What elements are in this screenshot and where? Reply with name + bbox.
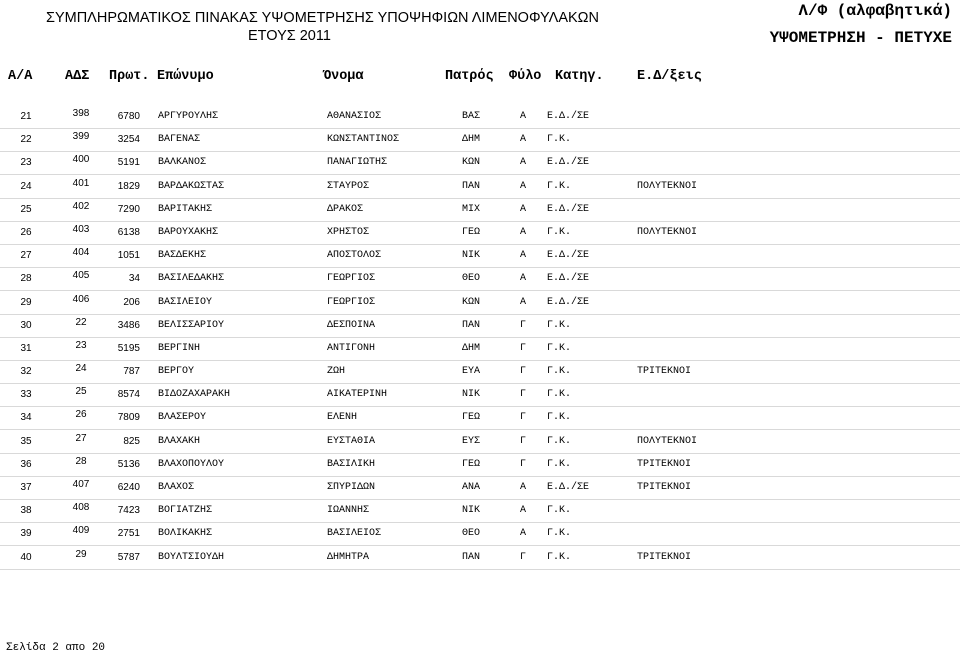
table-row <box>0 339 960 361</box>
col-header-first-name: Όνομα <box>323 69 364 84</box>
cell-prot: 825 <box>123 435 140 447</box>
cell-last-name: ΒΛΑΧΑΚΗ <box>158 435 201 447</box>
table-row <box>0 548 960 570</box>
cell-father: ΝΙΚ <box>462 505 481 517</box>
cell-first-name: ΕΥΣΤΑΘΙΑ <box>327 435 376 447</box>
col-header-category: Κατηγ. <box>555 69 604 84</box>
cell-sex: Α <box>520 203 527 215</box>
table-row <box>0 293 960 315</box>
table-row <box>0 478 960 500</box>
cell-aa: 28 <box>20 273 32 285</box>
cell-first-name: ΑΠΟΣΤΟΛΟΣ <box>327 250 382 262</box>
cell-father: ΜΙΧ <box>462 203 481 215</box>
cell-prot: 5136 <box>117 458 140 470</box>
cell-father: ΓΕΩ <box>462 226 481 238</box>
cell-sex: Α <box>520 157 527 169</box>
cell-aa: 23 <box>20 157 32 169</box>
cell-prot: 5195 <box>117 342 140 354</box>
cell-extra: ΠΟΛΥΤΕΚΝΟΙ <box>637 435 698 447</box>
cell-first-name: ΣΤΑΥΡΟΣ <box>327 180 370 192</box>
cell-ads: 28 <box>75 455 87 467</box>
cell-father: ΔΗΜ <box>462 342 481 354</box>
cell-aa: 31 <box>20 342 32 354</box>
cell-sex: Γ <box>520 319 527 331</box>
cell-aa: 30 <box>20 319 32 331</box>
cell-first-name: ΙΩΑΝΝΗΣ <box>327 505 370 517</box>
cell-prot: 3254 <box>117 134 140 146</box>
cell-first-name: ΧΡΗΣΤΟΣ <box>327 226 370 238</box>
table-row <box>0 269 960 291</box>
cell-sex: Α <box>520 111 527 122</box>
document-title: ΣΥΜΠΛΗΡΩΜΑΤΙΚΟΣ ΠΙΝΑΚΑΣ ΥΨΟΜΕΤΡΗΣΗΣ ΥΠΟΨΗΦΙΩΝ ΛΙΜΕΝΟΦΥΛΑΚΩΝ <box>46 10 599 26</box>
cell-ads: 406 <box>72 293 90 305</box>
cell-father: ΓΕΩ <box>462 458 481 470</box>
cell-category: Ε.Δ./ΣΕ <box>547 157 590 169</box>
col-header-ads: ΑΔΣ <box>65 69 90 84</box>
cell-last-name: ΒΑΣΙΛΕΔΑΚΗΣ <box>158 273 225 285</box>
table-row <box>0 246 960 268</box>
cell-prot: 1051 <box>117 250 140 262</box>
cell-sex: Α <box>520 528 527 540</box>
cell-last-name: ΒΑΡΙΤΑΚΗΣ <box>158 203 213 215</box>
cell-aa: 36 <box>20 458 32 470</box>
cell-first-name: ΣΠΥΡΙΔΩΝ <box>327 482 376 493</box>
cell-last-name: ΒΑΛΚΑΝΟΣ <box>158 157 207 169</box>
cell-last-name: ΒΑΓΕΝΑΣ <box>158 134 201 146</box>
cell-extra: ΤΡΙΤΕΚΝΟΙ <box>637 458 692 470</box>
cell-prot: 206 <box>123 296 140 308</box>
cell-extra: ΤΡΙΤΕΚΝΟΙ <box>637 366 692 378</box>
cell-first-name: ΕΛΕΝΗ <box>327 412 358 424</box>
cell-prot: 7423 <box>117 505 140 517</box>
cell-last-name: ΒΛΑΣΕΡΟΥ <box>158 412 207 424</box>
cell-father: ΕΥΣ <box>462 435 481 447</box>
cell-ads: 404 <box>72 247 90 259</box>
cell-first-name: ΑΘΑΝΑΣΙΟΣ <box>327 111 382 122</box>
cell-prot: 787 <box>123 366 140 378</box>
cell-ads: 23 <box>75 339 87 351</box>
cell-prot: 8574 <box>117 389 140 401</box>
cell-sex: Α <box>520 482 527 493</box>
cell-last-name: ΒΑΡΟΥΧΑΚΗΣ <box>158 226 219 238</box>
cell-sex: Α <box>520 505 527 517</box>
cell-aa: 25 <box>20 203 32 215</box>
table-row <box>0 200 960 222</box>
cell-first-name: ΑΙΚΑΤΕΡΙΝΗ <box>327 389 388 401</box>
cell-father: ΚΩΝ <box>462 157 481 169</box>
cell-sex: Α <box>520 296 527 308</box>
cell-ads: 24 <box>75 363 87 375</box>
cell-prot: 6138 <box>117 226 140 238</box>
cell-last-name: ΒΟΛΙΚΑΚΗΣ <box>158 528 213 540</box>
table-row <box>0 408 960 430</box>
col-header-last-name: Επώνυμο <box>157 69 214 84</box>
cell-sex: Γ <box>520 412 527 424</box>
table-row <box>0 316 960 338</box>
cell-aa: 32 <box>20 366 32 378</box>
cell-sex: Α <box>520 180 527 192</box>
cell-extra: ΤΡΙΤΕΚΝΟΙ <box>637 551 692 563</box>
cell-prot: 2751 <box>117 528 140 540</box>
cell-first-name: ΓΕΩΡΓΙΟΣ <box>327 273 376 285</box>
cell-ads: 26 <box>75 409 87 421</box>
cell-prot: 6240 <box>117 482 140 493</box>
table-row <box>0 107 960 129</box>
cell-first-name: ΠΑΝΑΓΙΩΤΗΣ <box>327 157 388 169</box>
cell-last-name: ΒΑΣΔΕΚΗΣ <box>158 250 207 262</box>
cell-last-name: ΒΛΑΧΟΠΟΥΛΟΥ <box>158 458 225 470</box>
cell-sex: Α <box>520 273 527 285</box>
cell-ads: 398 <box>72 108 90 119</box>
cell-first-name: ΑΝΤΙΓΟΝΗ <box>327 342 376 354</box>
cell-father: ΠΑΝ <box>462 551 481 563</box>
cell-sex: Γ <box>520 366 527 378</box>
cell-category: Γ.Κ. <box>547 180 572 192</box>
cell-category: Γ.Κ. <box>547 134 572 146</box>
col-header-extra: Ε.Δ/ξεις <box>637 69 702 84</box>
col-header-sex: Φύλο <box>509 69 542 84</box>
cell-category: Γ.Κ. <box>547 505 572 517</box>
table-row <box>0 130 960 152</box>
cell-category: Γ.Κ. <box>547 389 572 401</box>
cell-category: Γ.Κ. <box>547 412 572 424</box>
cell-ads: 405 <box>72 270 90 282</box>
cell-sex: Γ <box>520 342 527 354</box>
cell-father: ΝΙΚ <box>462 389 481 401</box>
col-header-aa: Α/Α <box>8 69 33 84</box>
cell-aa: 39 <box>20 528 32 540</box>
cell-aa: 40 <box>20 551 32 563</box>
cell-extra: ΠΟΛΥΤΕΚΝΟΙ <box>637 226 698 238</box>
cell-category: Ε.Δ./ΣΕ <box>547 111 590 122</box>
cell-extra: ΠΟΛΥΤΕΚΝΟΙ <box>637 180 698 192</box>
cell-ads: 399 <box>72 131 90 143</box>
cell-father: ΚΩΝ <box>462 296 481 308</box>
cell-ads: 29 <box>75 548 87 560</box>
cell-last-name: ΒΑΡΔΑΚΩΣΤΑΣ <box>158 180 225 192</box>
cell-ads: 408 <box>72 502 90 514</box>
cell-prot: 7809 <box>117 412 140 424</box>
candidates-table <box>0 107 960 571</box>
cell-prot: 3486 <box>117 319 140 331</box>
table-row <box>0 153 960 175</box>
cell-prot: 34 <box>128 273 140 285</box>
cell-sex: Α <box>520 250 527 262</box>
cell-category: Γ.Κ. <box>547 458 572 470</box>
cell-sex: Α <box>520 134 527 146</box>
cell-last-name: ΒΕΡΓΟΥ <box>158 366 195 378</box>
cell-last-name: ΒΟΥΛΤΣΙΟΥΔΗ <box>158 551 225 563</box>
cell-first-name: ΚΩΝΣΤΑΝΤΙΝΟΣ <box>327 134 400 146</box>
cell-aa: 22 <box>20 134 32 146</box>
cell-sex: Γ <box>520 458 527 470</box>
cell-category: Γ.Κ. <box>547 435 572 447</box>
table-row <box>0 362 960 384</box>
cell-first-name: ΔΗΜΗΤΡΑ <box>327 551 370 563</box>
cell-prot: 1829 <box>117 180 140 192</box>
cell-father: ΓΕΩ <box>462 412 481 424</box>
col-header-father: Πατρός <box>445 69 494 84</box>
result-label: ΥΨΟΜΕΤΡΗΣΗ - ΠΕΤΥΧΕ <box>769 29 952 47</box>
col-header-prot: Πρωτ. <box>109 69 150 84</box>
cell-first-name: ΖΩΗ <box>327 366 346 378</box>
cell-last-name: ΑΡΓΥΡΟΥΛΗΣ <box>158 111 219 122</box>
cell-category: Γ.Κ. <box>547 226 572 238</box>
cell-father: ΝΙΚ <box>462 250 481 262</box>
sort-order-label: Λ/Φ (αλφαβητικά) <box>798 2 952 20</box>
cell-ads: 402 <box>72 200 90 212</box>
cell-aa: 33 <box>20 389 32 401</box>
cell-category: Γ.Κ. <box>547 551 572 563</box>
table-row <box>0 385 960 407</box>
cell-sex: Γ <box>520 389 527 401</box>
cell-aa: 24 <box>20 180 32 192</box>
cell-father: ΒΑΣ <box>462 111 481 122</box>
cell-last-name: ΒΕΡΓΙΝΗ <box>158 342 201 354</box>
cell-aa: 37 <box>20 482 32 493</box>
table-row <box>0 524 960 546</box>
cell-aa: 38 <box>20 505 32 517</box>
cell-last-name: ΒΕΛΙΣΣΑΡΙΟΥ <box>158 319 225 331</box>
cell-ads: 22 <box>75 316 87 328</box>
table-row <box>0 501 960 523</box>
cell-aa: 26 <box>20 226 32 238</box>
cell-father: ΠΑΝ <box>462 319 481 331</box>
table-row <box>0 455 960 477</box>
cell-father: ΔΗΜ <box>462 134 481 146</box>
cell-father: ΘΕΟ <box>462 273 481 285</box>
cell-category: Γ.Κ. <box>547 528 572 540</box>
cell-father: ΠΑΝ <box>462 180 481 192</box>
cell-aa: 34 <box>20 412 32 424</box>
cell-category: Γ.Κ. <box>547 319 572 331</box>
page-number: Σελίδα 2 απο 20 <box>6 642 106 654</box>
table-row <box>0 223 960 245</box>
cell-first-name: ΒΑΣΙΛΕΙΟΣ <box>327 528 382 540</box>
cell-aa: 21 <box>20 111 32 122</box>
cell-last-name: ΒΑΣΙΛΕΙΟΥ <box>158 296 213 308</box>
cell-father: ΑΝΑ <box>462 482 481 493</box>
cell-aa: 29 <box>20 296 32 308</box>
cell-first-name: ΓΕΩΡΓΙΟΣ <box>327 296 376 308</box>
cell-sex: Α <box>520 226 527 238</box>
cell-last-name: ΒΙΔΟΖΑΧΑΡΑΚΗ <box>158 389 231 401</box>
cell-category: Ε.Δ./ΣΕ <box>547 250 590 262</box>
cell-father: ΕΥΑ <box>462 366 481 378</box>
cell-first-name: ΒΑΣΙΛΙΚΗ <box>327 458 376 470</box>
cell-category: Γ.Κ. <box>547 342 572 354</box>
cell-ads: 403 <box>72 223 90 235</box>
cell-category: Ε.Δ./ΣΕ <box>547 296 590 308</box>
cell-prot: 7290 <box>117 203 140 215</box>
cell-last-name: ΒΟΓΙΑΤΖΗΣ <box>158 505 213 517</box>
cell-ads: 407 <box>72 479 90 490</box>
cell-category: Ε.Δ./ΣΕ <box>547 482 590 493</box>
cell-ads: 400 <box>72 154 90 166</box>
cell-category: Ε.Δ./ΣΕ <box>547 203 590 215</box>
cell-father: ΘΕΟ <box>462 528 481 540</box>
cell-aa: 27 <box>20 250 32 262</box>
cell-last-name: ΒΛΑΧΟΣ <box>158 482 195 493</box>
table-row <box>0 432 960 454</box>
cell-ads: 401 <box>72 177 90 189</box>
cell-ads: 409 <box>72 525 90 537</box>
cell-prot: 5191 <box>117 157 140 169</box>
cell-ads: 27 <box>75 432 87 444</box>
table-row <box>0 177 960 199</box>
document-year: ΕΤΟΥΣ 2011 <box>248 28 331 44</box>
cell-first-name: ΔΡΑΚΟΣ <box>327 203 364 215</box>
cell-prot: 6780 <box>117 111 140 122</box>
cell-category: Γ.Κ. <box>547 366 572 378</box>
cell-extra: ΤΡΙΤΕΚΝΟΙ <box>637 482 692 493</box>
cell-category: Ε.Δ./ΣΕ <box>547 273 590 285</box>
cell-first-name: ΔΕΣΠΟΙΝΑ <box>327 319 376 331</box>
cell-sex: Γ <box>520 435 527 447</box>
cell-ads: 25 <box>75 386 87 398</box>
cell-sex: Γ <box>520 551 527 563</box>
cell-aa: 35 <box>20 435 32 447</box>
cell-prot: 5787 <box>117 551 140 563</box>
